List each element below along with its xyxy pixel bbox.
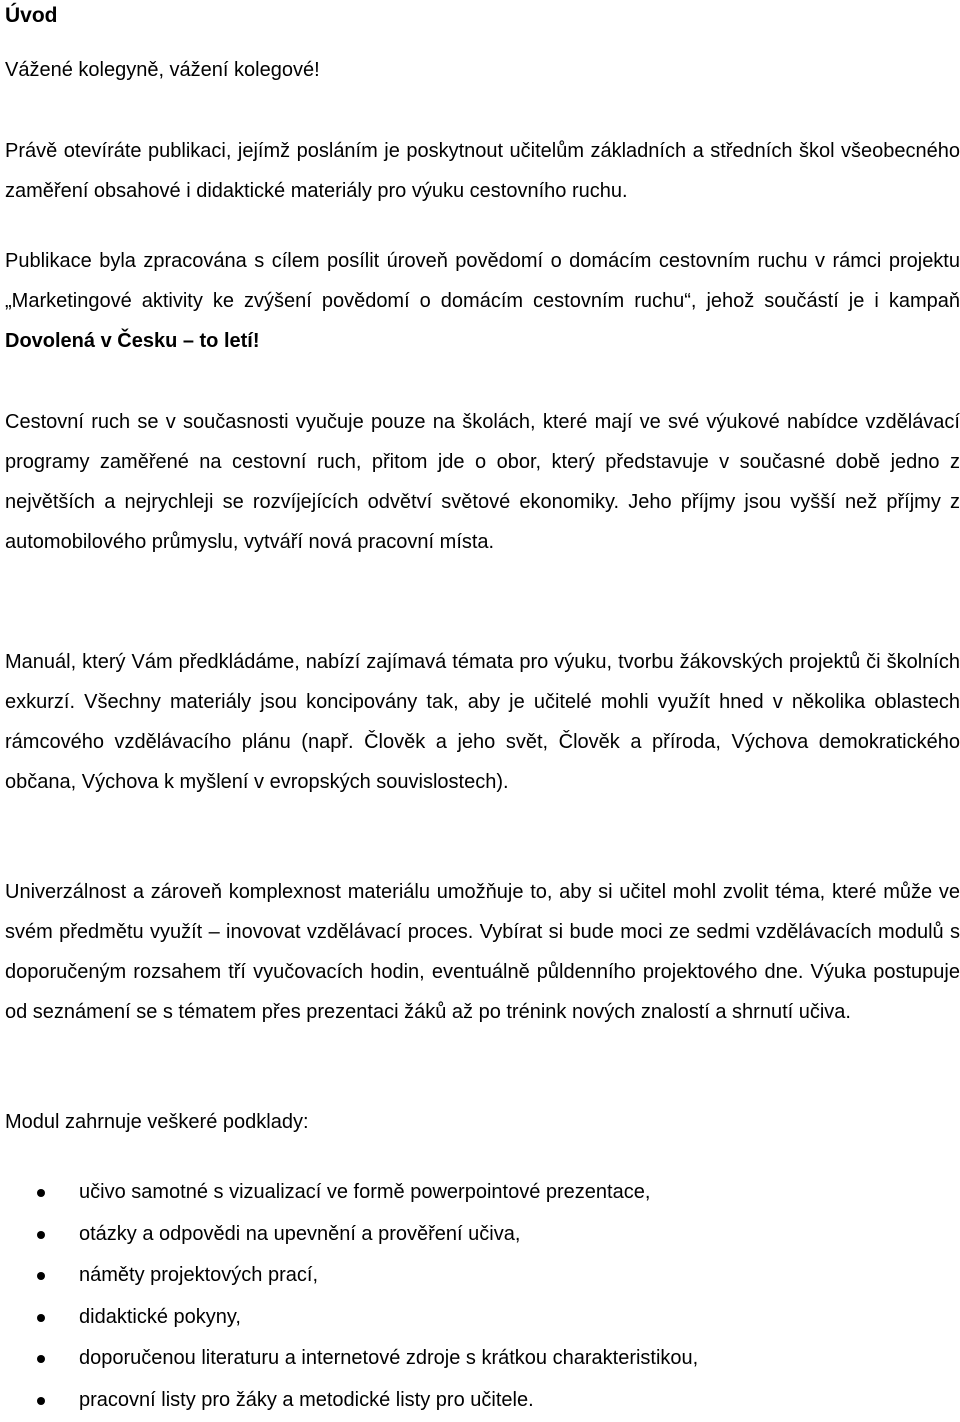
list-item-text: pracovní listy pro žáky a metodické listy pro učitele. <box>79 1388 534 1411</box>
bullet-icon <box>37 1231 45 1239</box>
list-item-text: doporučenou literaturu a internetové zdroje s krátkou charakteristikou, <box>79 1347 699 1370</box>
list-item <box>0 1380 698 1422</box>
paragraph-publication <box>5 241 960 361</box>
list-item <box>0 1338 698 1380</box>
list-item <box>0 1172 698 1214</box>
page-title: Úvod <box>5 4 58 27</box>
list-item <box>0 1255 698 1297</box>
list-item-text: učivo samotné s vizualizací ve formě powerpointové prezentace, <box>79 1181 651 1203</box>
list-item-text: didaktické pokyny, <box>79 1305 241 1328</box>
paragraph-publication-text: Publikace byla zpracována s cílem posílit úroveň povědomí o domácím cestovním ruchu v rámci projektu „Marketingové aktivity ke zvýšení povědomí o domácím cestovním ruchu“, jehož součástí je i kampaň <box>5 250 960 312</box>
greeting: Vážené kolegyně, vážení kolegové! <box>5 59 320 81</box>
bullet-icon <box>37 1189 45 1197</box>
paragraph-manual: Manuál, který Vám předkládáme, nabízí zajímavá témata pro výuku, tvorbu žákovských projektů či školních exkurzí. Všechny materiály jsou koncipovány tak, aby je učitelé mohli využít hned v několika oblastech rámcového vzdělávacího plánu (např. Člověk a jeho svět, Člověk a příroda, Výchova demokratického občana, Výchova k myšlení v evropských souvislostech). <box>5 651 960 793</box>
list-item <box>0 1214 698 1256</box>
bullet-icon <box>37 1355 45 1363</box>
modul-contents-list <box>0 1172 698 1422</box>
list-item <box>0 1297 698 1339</box>
list-item-text: náměty projektových prací, <box>79 1264 318 1287</box>
paragraph-tourism: Cestovní ruch se v současnosti vyučuje pouze na školách, které mají ve své výukové nabídce vzdělávací programy zaměřené na cestovní ruch, přitom jde o obor, který představuje v současné době jedno z největších a nejrychleji se rozvíjejících odvětví světové ekonomiky. Jeho příjmy jsou vyšší než příjmy z automobilového průmyslu, vytváří nová pracovní místa. <box>5 411 960 553</box>
bullet-icon <box>37 1397 45 1405</box>
bullet-icon <box>37 1272 45 1280</box>
paragraph-intro: Právě otevíráte publikaci, jejímž posláním je poskytnout učitelům základních a středních škol všeobecného zaměření obsahové i didaktické materiály pro výuku cestovního ruchu. <box>5 140 960 202</box>
paragraph-universality: Univerzálnost a zároveň komplexnost materiálu umožňuje to, aby si učitel mohl zvolit téma, které může ve svém předmětu využít – inovovat vzdělávací proces. Vybírat si bude moci ze sedmi vzdělávacích modulů s doporučeným rozsahem tří vyučovacích hodin, eventuálně půldenního projektového dne. Výuka postupuje od seznámení se s tématem přes prezentaci žáků až po trénink nových znalostí a shrnutí učiva. <box>5 881 960 1023</box>
campaign-name: Dovolená v Česku – to letí! <box>5 330 260 352</box>
list-item-text: otázky a odpovědi na upevnění a prověření učiva, <box>79 1222 521 1245</box>
modul-intro: Modul zahrnuje veškeré podklady: <box>5 1111 309 1133</box>
bullet-icon <box>37 1314 45 1322</box>
